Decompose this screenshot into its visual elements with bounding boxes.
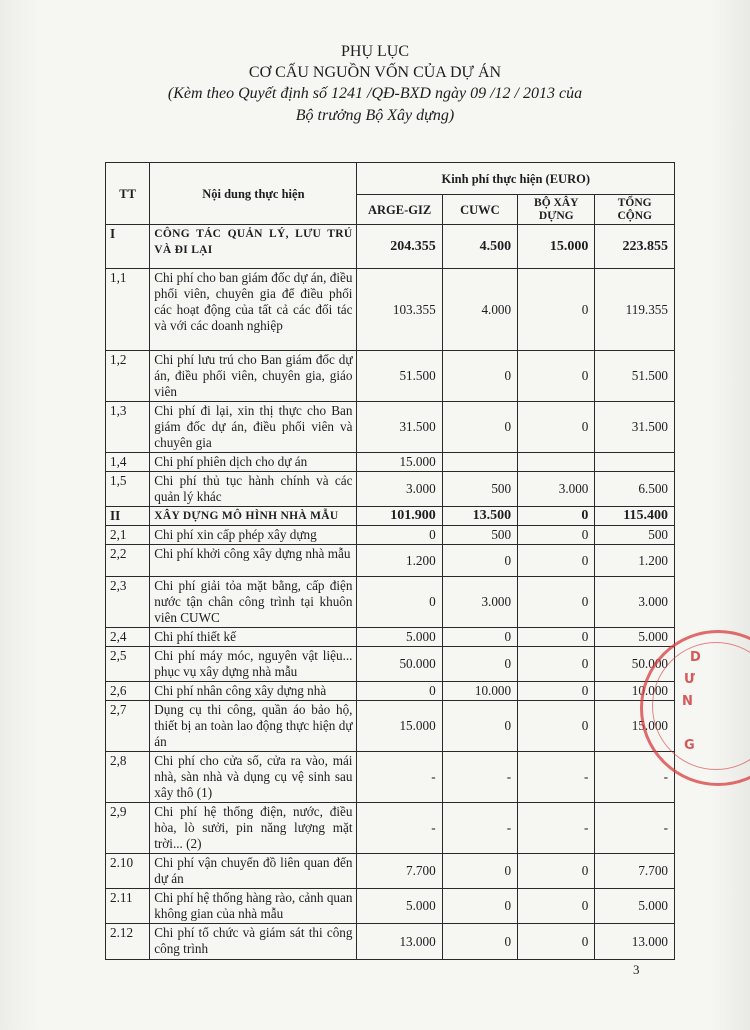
cell-ministry: 0 — [518, 628, 595, 647]
cell-total: 13.000 — [595, 924, 675, 960]
cell-ministry: 0 — [518, 889, 595, 924]
cell-total: - — [595, 752, 675, 803]
cell-arge-giz: 103.355 — [357, 269, 442, 351]
row-description: Chi phí máy móc, nguyên vật liệu... phục vụ xây dựng nhà mẫu — [150, 647, 357, 682]
row-number: I — [106, 225, 150, 269]
cell-ministry: 0 — [518, 682, 595, 701]
cell-arge-giz: 101.900 — [357, 507, 442, 526]
cell-total: 6.500 — [595, 472, 675, 507]
table-row — [106, 628, 675, 647]
table-row — [106, 889, 675, 924]
cell-ministry: - — [518, 803, 595, 854]
cell-cuwc: 0 — [442, 924, 517, 960]
row-number: 1,1 — [106, 269, 150, 351]
row-description: Chi phí tổ chức và giám sát thi công công trình — [150, 924, 357, 960]
cell-cuwc — [442, 453, 517, 472]
row-description: Dụng cụ thi công, quần áo bảo hộ, thiết bị an toàn lao động thực hiện dự án — [150, 701, 357, 752]
cell-arge-giz: 31.500 — [357, 402, 442, 453]
row-description: Chi phí giải tỏa mặt bằng, cấp điện nước tận chân công trình tại khuôn viên CUWC — [150, 577, 357, 628]
table-row — [106, 924, 675, 960]
cell-arge-giz: - — [357, 752, 442, 803]
row-number: 2,9 — [106, 803, 150, 854]
cell-cuwc: 3.000 — [442, 577, 517, 628]
cell-cuwc: - — [442, 752, 517, 803]
cell-total: - — [595, 803, 675, 854]
row-number: 2,5 — [106, 647, 150, 682]
table-body — [106, 225, 675, 960]
table-row — [106, 526, 675, 545]
col-header-total — [595, 195, 675, 225]
cell-ministry: 0 — [518, 924, 595, 960]
cell-ministry: 0 — [518, 647, 595, 682]
cell-arge-giz: 1.200 — [357, 545, 442, 577]
cell-arge-giz: 204.355 — [357, 225, 442, 269]
seal-letter: Ư — [684, 672, 695, 687]
row-description: Chi phí thủ tục hành chính và các quản lý khác — [150, 472, 357, 507]
col-header-tt: TT — [106, 163, 150, 225]
cell-total: 1.200 — [595, 545, 675, 577]
row-number: 1,4 — [106, 453, 150, 472]
document-header — [0, 42, 750, 127]
table-row — [106, 402, 675, 453]
cell-total: 5.000 — [595, 889, 675, 924]
cell-total: 119.355 — [595, 269, 675, 351]
cell-ministry: 0 — [518, 269, 595, 351]
row-description: Chi phí phiên dịch cho dự án — [150, 453, 357, 472]
cell-total: 15.000 — [595, 701, 675, 752]
cell-arge-giz: 0 — [357, 526, 442, 545]
cell-cuwc: 0 — [442, 854, 517, 889]
row-number: 2,4 — [106, 628, 150, 647]
table-row — [106, 682, 675, 701]
cell-ministry: 0 — [518, 507, 595, 526]
cell-cuwc: 500 — [442, 472, 517, 507]
table-row — [106, 545, 675, 577]
row-description: Chi phí cho cửa sổ, cửa ra vào, mái nhà, sàn nhà và dụng cụ vệ sinh sau xây thô (1) — [150, 752, 357, 803]
cell-cuwc: - — [442, 803, 517, 854]
cell-arge-giz: 7.700 — [357, 854, 442, 889]
cell-cuwc: 0 — [442, 545, 517, 577]
col-header-arge-giz: ARGE-GIZ — [357, 195, 442, 225]
cell-total: 31.500 — [595, 402, 675, 453]
cell-cuwc: 13.500 — [442, 507, 517, 526]
cell-ministry — [518, 453, 595, 472]
col-header-cuwc: CUWC — [442, 195, 517, 225]
cell-arge-giz: 0 — [357, 682, 442, 701]
seal-letter: N — [682, 694, 693, 709]
cell-arge-giz: 3.000 — [357, 472, 442, 507]
page-number: 3 — [633, 962, 640, 977]
row-number: 2,7 — [106, 701, 150, 752]
row-number: 2.11 — [106, 889, 150, 924]
decision-issuer: Bộ trưởng Bộ Xây dựng) — [295, 107, 455, 124]
table-row — [106, 701, 675, 752]
row-number: 2,2 — [106, 545, 150, 577]
col-header-ministry — [518, 195, 595, 225]
cell-arge-giz: 15.000 — [357, 453, 442, 472]
row-number: 2,3 — [106, 577, 150, 628]
row-description: Chi phí đi lại, xin thị thực cho Ban giám đốc dự án, điều phối viên và chuyên gia — [150, 402, 357, 453]
cell-arge-giz: - — [357, 803, 442, 854]
cell-total: 223.855 — [595, 225, 675, 269]
row-description: CÔNG TÁC QUẢN LÝ, LƯU TRÚ VÀ ĐI LẠI — [150, 225, 357, 269]
row-number: 1,2 — [106, 351, 150, 402]
row-description: Chi phí vận chuyển đồ liên quan đến dự án — [150, 854, 357, 889]
cell-ministry: 0 — [518, 402, 595, 453]
cell-ministry: 0 — [518, 854, 595, 889]
row-number: 2,6 — [106, 682, 150, 701]
row-description: Chi phí hệ thống hàng rào, cảnh quan không gian của nhà mẫu — [150, 889, 357, 924]
cell-total: 500 — [595, 526, 675, 545]
appendix-title: PHỤ LỤC — [340, 43, 409, 60]
cell-total: 50.000 — [595, 647, 675, 682]
row-description: Chi phí khởi công xây dựng nhà mẫu — [150, 545, 357, 577]
col-header-ministry-line1: BỘ XÂY — [534, 196, 579, 209]
cell-total: 7.700 — [595, 854, 675, 889]
table-row — [106, 577, 675, 628]
row-number: II — [106, 507, 150, 526]
cell-ministry: 3.000 — [518, 472, 595, 507]
funding-table — [105, 162, 675, 960]
cell-cuwc: 0 — [442, 701, 517, 752]
col-header-budget-group: Kinh phí thực hiện (EURO) — [357, 163, 675, 195]
col-header-total-line1: TỔNG — [617, 196, 652, 209]
cell-arge-giz: 5.000 — [357, 889, 442, 924]
cell-cuwc: 0 — [442, 402, 517, 453]
cell-total: 3.000 — [595, 577, 675, 628]
seal-letter: D — [690, 650, 701, 665]
row-number: 2.12 — [106, 924, 150, 960]
cell-arge-giz: 50.000 — [357, 647, 442, 682]
table-row — [106, 647, 675, 682]
table-row — [106, 453, 675, 472]
row-number: 1,3 — [106, 402, 150, 453]
cell-cuwc: 4.000 — [442, 269, 517, 351]
row-description: XÂY DỰNG MÔ HÌNH NHÀ MẪU — [150, 507, 357, 526]
cell-total: 5.000 — [595, 628, 675, 647]
cell-cuwc: 4.500 — [442, 225, 517, 269]
cell-arge-giz: 0 — [357, 577, 442, 628]
row-description: Chi phí xin cấp phép xây dựng — [150, 526, 357, 545]
cell-total: 51.500 — [595, 351, 675, 402]
table-row — [106, 803, 675, 854]
cell-total: 115.400 — [595, 507, 675, 526]
table-row — [106, 472, 675, 507]
cell-arge-giz: 15.000 — [357, 701, 442, 752]
cell-cuwc: 0 — [442, 647, 517, 682]
table-section-row — [106, 225, 675, 269]
cell-arge-giz: 5.000 — [357, 628, 442, 647]
cell-arge-giz: 13.000 — [357, 924, 442, 960]
row-number: 2,8 — [106, 752, 150, 803]
cell-cuwc: 0 — [442, 351, 517, 402]
cell-ministry: 0 — [518, 701, 595, 752]
col-header-content: Nội dung thực hiện — [150, 163, 357, 225]
row-description: Chi phí thiết kế — [150, 628, 357, 647]
cell-ministry: 0 — [518, 577, 595, 628]
table-row — [106, 752, 675, 803]
decision-reference: (Kèm theo Quyết định số 1241 /QĐ-BXD ngày 09 /12 / 2013 của — [167, 85, 583, 102]
col-header-ministry-line2: DỰNG — [538, 209, 574, 222]
table-row — [106, 351, 675, 402]
cell-cuwc: 500 — [442, 526, 517, 545]
cell-total: 10.000 — [595, 682, 675, 701]
cell-arge-giz: 51.500 — [357, 351, 442, 402]
cell-ministry: 0 — [518, 526, 595, 545]
seal-letter: G — [684, 738, 695, 753]
table-section-row — [106, 507, 675, 526]
row-description: Chi phí cho ban giám đốc dự án, điều phối viên, chuyên gia để điều phối các hoạt động của tất cả các đối tác và với các doanh nghiệp — [150, 269, 357, 351]
cell-ministry: 15.000 — [518, 225, 595, 269]
cell-cuwc: 0 — [442, 628, 517, 647]
cell-ministry: - — [518, 752, 595, 803]
col-header-total-line2: CỘNG — [617, 209, 652, 222]
row-number: 2,1 — [106, 526, 150, 545]
row-number: 1,5 — [106, 472, 150, 507]
cell-ministry: 0 — [518, 351, 595, 402]
cell-cuwc: 10.000 — [442, 682, 517, 701]
table-row — [106, 854, 675, 889]
cell-cuwc: 0 — [442, 889, 517, 924]
row-number: 2.10 — [106, 854, 150, 889]
cell-total — [595, 453, 675, 472]
row-description: Chi phí nhân công xây dựng nhà — [150, 682, 357, 701]
row-description: Chi phí hệ thống điện, nước, điều hòa, lò sưởi, pin năng lượng mặt trời... (2) — [150, 803, 357, 854]
row-description: Chi phí lưu trú cho Ban giám đốc dự án, điều phối viên, chuyên gia, giáo viên — [150, 351, 357, 402]
cell-ministry: 0 — [518, 545, 595, 577]
appendix-subtitle: CƠ CẤU NGUỒN VỐN CỦA DỰ ÁN — [248, 64, 502, 81]
table-row — [106, 269, 675, 351]
